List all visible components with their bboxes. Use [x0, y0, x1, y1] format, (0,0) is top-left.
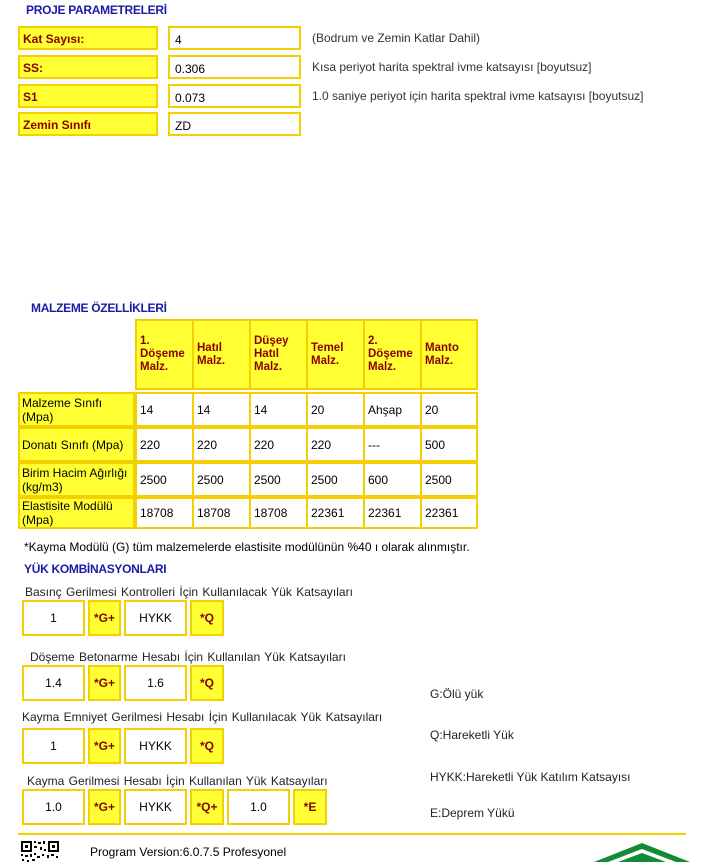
label-kat-sayisi: Kat Sayısı: — [18, 26, 158, 50]
combo-kayma-emniyet-g-op: *G+ — [88, 728, 121, 764]
program-version: Program Version:6.0.7.5 Profesyonel — [90, 845, 287, 859]
footer-divider — [18, 833, 686, 835]
col-header-hatil: Hatıl Malz. — [192, 319, 251, 390]
legend-e: E:Deprem Yükü — [430, 806, 515, 820]
ss-field[interactable]: 0.306 — [168, 55, 301, 79]
label-s1: S1 — [18, 84, 158, 108]
table-cell[interactable]: 220 — [192, 427, 251, 462]
combo-doseme-label: Döşeme Betonarme Hesabı İçin Kullanılan Yük Katsayıları — [30, 650, 346, 664]
legend-hykk: HYKK:Hareketli Yük Katılım Katsayısı — [430, 770, 631, 784]
project-section-title: PROJE PARAMETRELERİ — [26, 3, 167, 17]
combo-kayma-gerilme-e-op: *E — [293, 789, 327, 825]
table-cell[interactable]: 22361 — [306, 497, 365, 529]
label-zemin-sinifi: Zemin Sınıfı — [18, 112, 158, 136]
materials-section-title: MALZEME ÖZELLİKLERİ — [31, 301, 167, 315]
table-cell[interactable]: 2500 — [420, 462, 478, 497]
table-cell[interactable]: --- — [363, 427, 422, 462]
combo-doseme-g-field[interactable]: 1.4 — [22, 665, 85, 701]
combo-kayma-gerilme-g-field[interactable]: 1.0 — [22, 789, 85, 825]
table-cell[interactable]: 14 — [135, 392, 194, 427]
combo-kayma-gerilme-q-op: *Q+ — [190, 789, 224, 825]
table-cell[interactable]: 20 — [420, 392, 478, 427]
row-label-malzeme-sinifi: Malzeme Sınıfı (Mpa) — [18, 392, 135, 427]
label-ss: SS: — [18, 55, 158, 79]
zemin-sinifi-field[interactable]: ZD — [168, 112, 301, 136]
combo-kayma-gerilme-g-op: *G+ — [88, 789, 121, 825]
qr-code-icon — [20, 840, 60, 862]
table-cell[interactable]: 220 — [249, 427, 308, 462]
col-header-doseme-2: 2. Döşeme Malz. — [363, 319, 422, 390]
combo-kayma-emniyet-g-field[interactable]: 1 — [22, 728, 85, 764]
table-cell[interactable]: 500 — [420, 427, 478, 462]
table-cell[interactable]: 600 — [363, 462, 422, 497]
table-cell[interactable]: 220 — [135, 427, 194, 462]
table-cell[interactable]: 220 — [306, 427, 365, 462]
combo-kayma-emniyet-q-op: *Q — [190, 728, 224, 764]
combo-kayma-emniyet-q-field[interactable]: HYKK — [124, 728, 187, 764]
col-header-temel: Temel Malz. — [306, 319, 365, 390]
combo-basinc-g-op: *G+ — [88, 600, 121, 636]
table-cell[interactable]: 18708 — [192, 497, 251, 529]
table-cell[interactable]: 18708 — [249, 497, 308, 529]
row-label-elastisite: Elastisite Modülü (Mpa) — [18, 497, 135, 529]
combo-doseme-q-field[interactable]: 1.6 — [124, 665, 187, 701]
combo-basinc-q-op: *Q — [190, 600, 224, 636]
combo-basinc-label: Basınç Gerilmesi Kontrolleri İçin Kullanılacak Yük Katsayıları — [25, 585, 353, 599]
combo-kayma-gerilme-q-field[interactable]: HYKK — [124, 789, 187, 825]
row-label-birim-hacim: Birim Hacim Ağırlığı (kg/m3) — [18, 462, 135, 497]
combo-doseme-g-op: *G+ — [88, 665, 121, 701]
table-cell[interactable]: 2500 — [192, 462, 251, 497]
legend-g: G:Ölü yük — [430, 687, 484, 701]
legend-q: Q:Hareketli Yük — [430, 728, 514, 742]
combo-basinc-q-field[interactable]: HYKK — [124, 600, 187, 636]
table-cell[interactable]: 14 — [249, 392, 308, 427]
table-cell[interactable]: 2500 — [135, 462, 194, 497]
table-cell[interactable]: 20 — [306, 392, 365, 427]
ss-desc: Kısa periyot harita spektral ivme katsayısı [boyutsuz] — [312, 60, 592, 74]
combo-doseme-q-op: *Q — [190, 665, 224, 701]
table-cell[interactable]: 18708 — [135, 497, 194, 529]
table-cell[interactable]: 22361 — [420, 497, 478, 529]
shear-modulus-note: *Kayma Modülü (G) tüm malzemelerde elastisite modülünün %40 ı olarak alınmıştır. — [24, 540, 470, 554]
col-header-manto: Manto Malz. — [420, 319, 478, 390]
row-label-donati-sinifi: Donatı Sınıfı (Mpa) — [18, 427, 135, 462]
s1-desc: 1.0 saniye periyot için harita spektral ivme katsayısı [boyutsuz] — [312, 89, 644, 103]
s1-field[interactable]: 0.073 — [168, 84, 301, 108]
combo-kayma-gerilme-e-field[interactable]: 1.0 — [227, 789, 290, 825]
table-cell[interactable]: 22361 — [363, 497, 422, 529]
col-header-dusey-hatil: Düşey Hatıl Malz. — [249, 319, 308, 390]
col-header-doseme-1: 1. Döşeme Malz. — [135, 319, 194, 390]
combo-kayma-gerilme-label: Kayma Gerilmesi Hesabı İçin Kullanılan Yük Katsayıları — [27, 774, 328, 788]
table-cell[interactable]: 14 — [192, 392, 251, 427]
table-cell[interactable]: Ahşap — [363, 392, 422, 427]
combo-kayma-emniyet-label: Kayma Emniyet Gerilmesi Hesabı İçin Kullanılacak Yük Katsayıları — [22, 710, 383, 724]
load-section-title: YÜK KOMBİNASYONLARI — [24, 562, 167, 576]
kat-sayisi-desc: (Bodrum ve Zemin Katlar Dahil) — [312, 31, 481, 45]
table-cell[interactable]: 2500 — [249, 462, 308, 497]
company-logo-icon — [594, 842, 690, 862]
table-cell[interactable]: 2500 — [306, 462, 365, 497]
kat-sayisi-field[interactable]: 4 — [168, 26, 301, 50]
combo-basinc-g-field[interactable]: 1 — [22, 600, 85, 636]
